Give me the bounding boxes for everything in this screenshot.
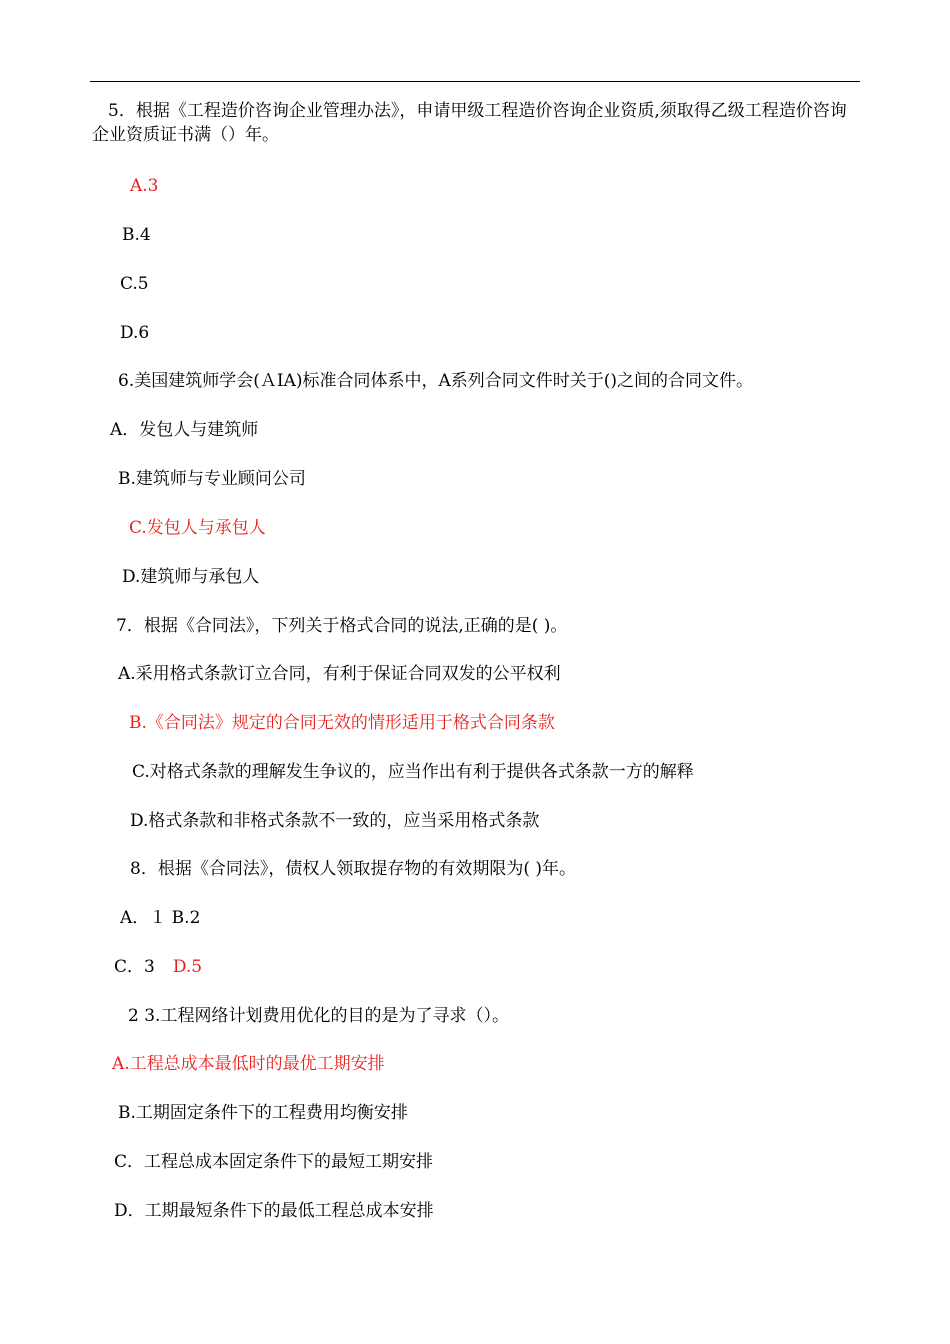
question-8-option-a-b: A．１ B.2 <box>120 908 201 928</box>
question-23-option-c: C．工程总成本固定条件下的最短工期安排 <box>114 1152 434 1172</box>
question-6-option-c: C.发包人与承包人 <box>129 518 266 538</box>
question-8-options-c-d <box>114 955 202 979</box>
question-8-stem: 8．根据《合同法》，债权人领取提存物的有效期限为( )年。 <box>130 859 576 879</box>
header-rule <box>90 81 860 82</box>
question-8-option-c: C．3 <box>114 957 155 977</box>
question-23-option-d: D．工期最短条件下的最低工程总成本安排 <box>114 1201 434 1221</box>
question-23-option-a: A.工程总成本最低时的最优工期安排 <box>112 1054 385 1074</box>
question-7-option-c: C.对格式条款的理解发生争议的，应当作出有利于提供各式条款一方的解释 <box>132 762 694 782</box>
question-6-option-a: A．发包人与建筑师 <box>110 420 259 440</box>
question-5-option-a: A.3 <box>130 176 159 196</box>
question-23-option-b: B.工期固定条件下的工程费用均衡安排 <box>118 1103 408 1123</box>
question-7-option-b: B.《合同法》规定的合同无效的情形适用于格式合同条款 <box>129 713 555 733</box>
question-5-option-c: C.5 <box>120 274 149 294</box>
question-5-option-b: B.4 <box>122 225 151 245</box>
question-7-option-a: A.采用格式条款订立合同，有利于保证合同双发的公平权利 <box>118 664 561 684</box>
question-5-stem: 5．根据《工程造价咨询企业管理办法》，申请甲级工程造价咨询企业资质,须取得乙级工程造价咨询企业资质证书满（）年。 <box>92 101 847 145</box>
question-5-option-d: D.6 <box>120 323 150 343</box>
question-6-option-d: D.建筑师与承包人 <box>122 567 260 587</box>
question-6-stem: 6.美国建筑师学会(ＡIA)标准合同体系中，A系列合同文件时关于()之间的合同文件。 <box>118 371 754 391</box>
question-23-stem: 2 3.工程网络计划费用优化的目的是为了寻求（）。 <box>128 1006 509 1026</box>
question-7-option-d: D.格式条款和非格式条款不一致的，应当采用格式条款 <box>130 811 540 831</box>
question-6-option-b: B.建筑师与专业顾问公司 <box>118 469 306 489</box>
question-7-stem: 7．根据《合同法》，下列关于格式合同的说法,正确的是( )。 <box>116 616 568 636</box>
question-8-option-d: D.5 <box>172 957 203 977</box>
